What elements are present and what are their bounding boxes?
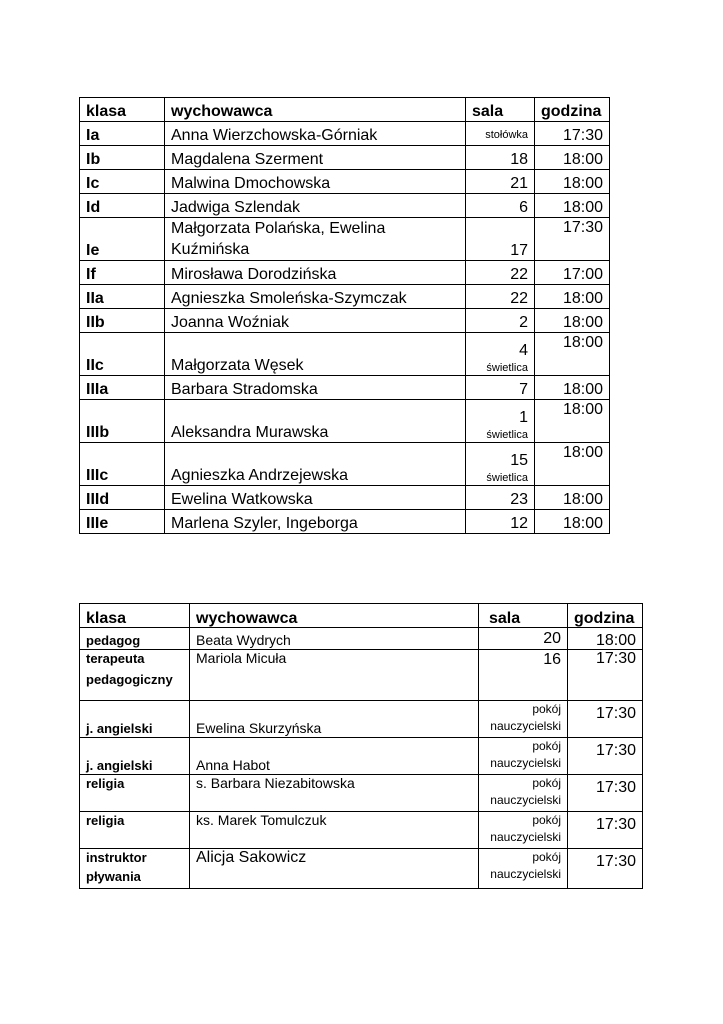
godzina-value: 17:30 bbox=[595, 742, 636, 759]
cell-godzina bbox=[568, 849, 643, 889]
klasa-line1: instruktor bbox=[86, 850, 147, 865]
cell-sala: 6 bbox=[466, 194, 535, 218]
cell-godzina: 18:00 bbox=[535, 376, 610, 400]
table-row bbox=[80, 486, 610, 510]
table-row bbox=[80, 218, 610, 261]
table-row bbox=[80, 628, 643, 650]
cell-godzina: 18:00 bbox=[568, 628, 643, 650]
cell-klasa: IIIa bbox=[80, 376, 165, 400]
cell-wychowawca: Anna Wierzchowska-Górniak bbox=[165, 122, 466, 146]
table-row bbox=[80, 122, 610, 146]
cell-klasa: If bbox=[80, 261, 165, 285]
cell-klasa: IIb bbox=[80, 309, 165, 333]
cell-wychowawca: Magdalena Szerment bbox=[165, 146, 466, 170]
table-row bbox=[80, 849, 643, 889]
wychowawca-line1: Małgorzata Polańska, Ewelina bbox=[171, 220, 386, 237]
sala-number: 1 bbox=[519, 409, 528, 426]
cell-wychowawca: Mirosława Dorodzińska bbox=[165, 261, 466, 285]
cell-klasa: IIIe bbox=[80, 510, 165, 534]
cell-klasa: Ie bbox=[80, 218, 165, 261]
table-row bbox=[80, 170, 610, 194]
sala-number: 4 bbox=[519, 342, 528, 359]
table-row bbox=[80, 333, 610, 376]
wychowawca-line2: Kuźmińska bbox=[171, 241, 250, 258]
cell-sala bbox=[479, 701, 568, 738]
cell-klasa: Ia bbox=[80, 122, 165, 146]
cell-klasa: IIIb bbox=[80, 400, 165, 443]
cell-wychowawca: Agnieszka Smoleńska-Szymczak bbox=[165, 285, 466, 309]
cell-klasa: pedagog bbox=[80, 628, 190, 650]
godzina-value: 17:30 bbox=[595, 816, 636, 833]
cell-wychowawca: Beata Wydrych bbox=[190, 628, 479, 650]
klasa-line1: terapeuta bbox=[86, 651, 145, 666]
table-row bbox=[80, 650, 643, 701]
table-row bbox=[80, 261, 610, 285]
godzina-value: 17:30 bbox=[595, 779, 636, 796]
header-klasa: klasa bbox=[80, 604, 190, 628]
sala-number: 15 bbox=[510, 452, 528, 469]
header-wychowawca: wychowawca bbox=[190, 604, 479, 628]
cell-wychowawca: Alicja Sakowicz bbox=[190, 849, 479, 889]
klasa-line2: pedagogiczny bbox=[86, 672, 173, 687]
sala-line1: pokój bbox=[532, 850, 561, 864]
cell-wychowawca: Marlena Szyler, Ingeborga bbox=[165, 510, 466, 534]
cell-wychowawca: Malwina Dmochowska bbox=[165, 170, 466, 194]
cell-sala: 18 bbox=[466, 146, 535, 170]
table-row bbox=[80, 285, 610, 309]
cell-klasa: IIIc bbox=[80, 443, 165, 486]
table-row bbox=[80, 309, 610, 333]
table-row bbox=[80, 146, 610, 170]
cell-godzina: 18:00 bbox=[535, 146, 610, 170]
header-sala: sala bbox=[466, 98, 535, 122]
cell-wychowawca: Ewelina Skurzyńska bbox=[190, 701, 479, 738]
cell-sala: 21 bbox=[466, 170, 535, 194]
cell-sala: 12 bbox=[466, 510, 535, 534]
cell-wychowawca: Małgorzata Węsek bbox=[165, 333, 466, 376]
cell-klasa: j. angielski bbox=[80, 701, 190, 738]
sala-line1: pokój bbox=[532, 776, 561, 790]
cell-klasa bbox=[80, 849, 190, 889]
cell-godzina: 18:00 bbox=[535, 486, 610, 510]
table-row bbox=[80, 194, 610, 218]
cell-godzina: 18:00 bbox=[535, 510, 610, 534]
sala-number: 20 bbox=[543, 630, 561, 647]
cell-godzina: 17:30 bbox=[535, 122, 610, 146]
sala-note: świetlica bbox=[486, 472, 528, 484]
cell-sala: 2 bbox=[466, 309, 535, 333]
cell-godzina: 17:30 bbox=[568, 650, 643, 701]
sala-line2: nauczycielski bbox=[490, 867, 561, 881]
cell-sala: 7 bbox=[466, 376, 535, 400]
cell-godzina: 17:30 bbox=[535, 218, 610, 261]
table-row bbox=[80, 701, 643, 738]
table-row bbox=[80, 400, 610, 443]
cell-wychowawca: Ewelina Watkowska bbox=[165, 486, 466, 510]
cell-sala bbox=[466, 443, 535, 486]
cell-sala: 22 bbox=[466, 285, 535, 309]
sala-line1: pokój bbox=[532, 702, 561, 716]
cell-klasa: j. angielski bbox=[80, 738, 190, 775]
sala-line2: nauczycielski bbox=[490, 793, 561, 807]
cell-godzina bbox=[568, 738, 643, 775]
header-godzina: godzina bbox=[568, 604, 643, 628]
cell-godzina: 17:00 bbox=[535, 261, 610, 285]
table-row bbox=[80, 738, 643, 775]
cell-sala bbox=[466, 400, 535, 443]
cell-klasa: Ic bbox=[80, 170, 165, 194]
table-row bbox=[80, 812, 643, 849]
cell-sala bbox=[466, 333, 535, 376]
cell-godzina: 18:00 bbox=[535, 309, 610, 333]
cell-klasa: religia bbox=[80, 812, 190, 849]
cell-sala bbox=[479, 775, 568, 812]
header-wychowawca: wychowawca bbox=[165, 98, 466, 122]
table-header-row bbox=[80, 604, 643, 628]
sala-line2: nauczycielski bbox=[490, 756, 561, 770]
cell-godzina: 18:00 bbox=[535, 333, 610, 376]
sala-note: świetlica bbox=[486, 362, 528, 374]
header-godzina: godzina bbox=[535, 98, 610, 122]
sala-number: 16 bbox=[543, 651, 561, 668]
table-row bbox=[80, 376, 610, 400]
sala-line1: pokój bbox=[532, 813, 561, 827]
cell-sala bbox=[479, 812, 568, 849]
cell-sala bbox=[479, 849, 568, 889]
cell-sala: 17 bbox=[466, 218, 535, 261]
table-row bbox=[80, 775, 643, 812]
table-row bbox=[80, 510, 610, 534]
cell-sala: 22 bbox=[466, 261, 535, 285]
cell-klasa: Id bbox=[80, 194, 165, 218]
table-row bbox=[80, 443, 610, 486]
cell-sala bbox=[479, 650, 568, 701]
cell-wychowawca: s. Barbara Niezabitowska bbox=[190, 775, 479, 812]
cell-klasa: IIa bbox=[80, 285, 165, 309]
cell-klasa bbox=[80, 650, 190, 701]
klasa-line2: pływania bbox=[86, 869, 141, 884]
table-header-row bbox=[80, 98, 610, 122]
cell-sala bbox=[479, 738, 568, 775]
sala-note: świetlica bbox=[486, 429, 528, 441]
specialists-table bbox=[79, 603, 643, 889]
cell-godzina: 18:00 bbox=[535, 285, 610, 309]
cell-godzina bbox=[568, 701, 643, 738]
cell-wychowawca: Mariola Micuła bbox=[190, 650, 479, 701]
cell-sala: 23 bbox=[466, 486, 535, 510]
cell-godzina: 18:00 bbox=[535, 194, 610, 218]
cell-godzina: 18:00 bbox=[535, 443, 610, 486]
cell-wychowawca: ks. Marek Tomulczuk bbox=[190, 812, 479, 849]
cell-klasa: IIc bbox=[80, 333, 165, 376]
sala-line2: nauczycielski bbox=[490, 830, 561, 844]
godzina-value: 17:30 bbox=[595, 705, 636, 722]
cell-wychowawca: Jadwiga Szlendak bbox=[165, 194, 466, 218]
cell-godzina bbox=[568, 812, 643, 849]
header-klasa: klasa bbox=[80, 98, 165, 122]
class-teachers-table bbox=[79, 97, 610, 534]
cell-wychowawca: Agnieszka Andrzejewska bbox=[165, 443, 466, 486]
cell-wychowawca: Barbara Stradomska bbox=[165, 376, 466, 400]
cell-klasa: Ib bbox=[80, 146, 165, 170]
header-sala: sala bbox=[479, 604, 568, 628]
cell-godzina bbox=[568, 775, 643, 812]
cell-wychowawca: Aleksandra Murawska bbox=[165, 400, 466, 443]
cell-klasa: religia bbox=[80, 775, 190, 812]
cell-sala: stołówka bbox=[466, 122, 535, 146]
cell-godzina: 18:00 bbox=[535, 400, 610, 443]
cell-sala bbox=[479, 628, 568, 650]
cell-wychowawca bbox=[165, 218, 466, 261]
cell-wychowawca: Anna Habot bbox=[190, 738, 479, 775]
sala-line2: nauczycielski bbox=[490, 719, 561, 733]
cell-godzina: 18:00 bbox=[535, 170, 610, 194]
cell-wychowawca: Joanna Woźniak bbox=[165, 309, 466, 333]
godzina-value: 17:30 bbox=[595, 853, 636, 870]
cell-klasa: IIId bbox=[80, 486, 165, 510]
sala-line1: pokój bbox=[532, 739, 561, 753]
